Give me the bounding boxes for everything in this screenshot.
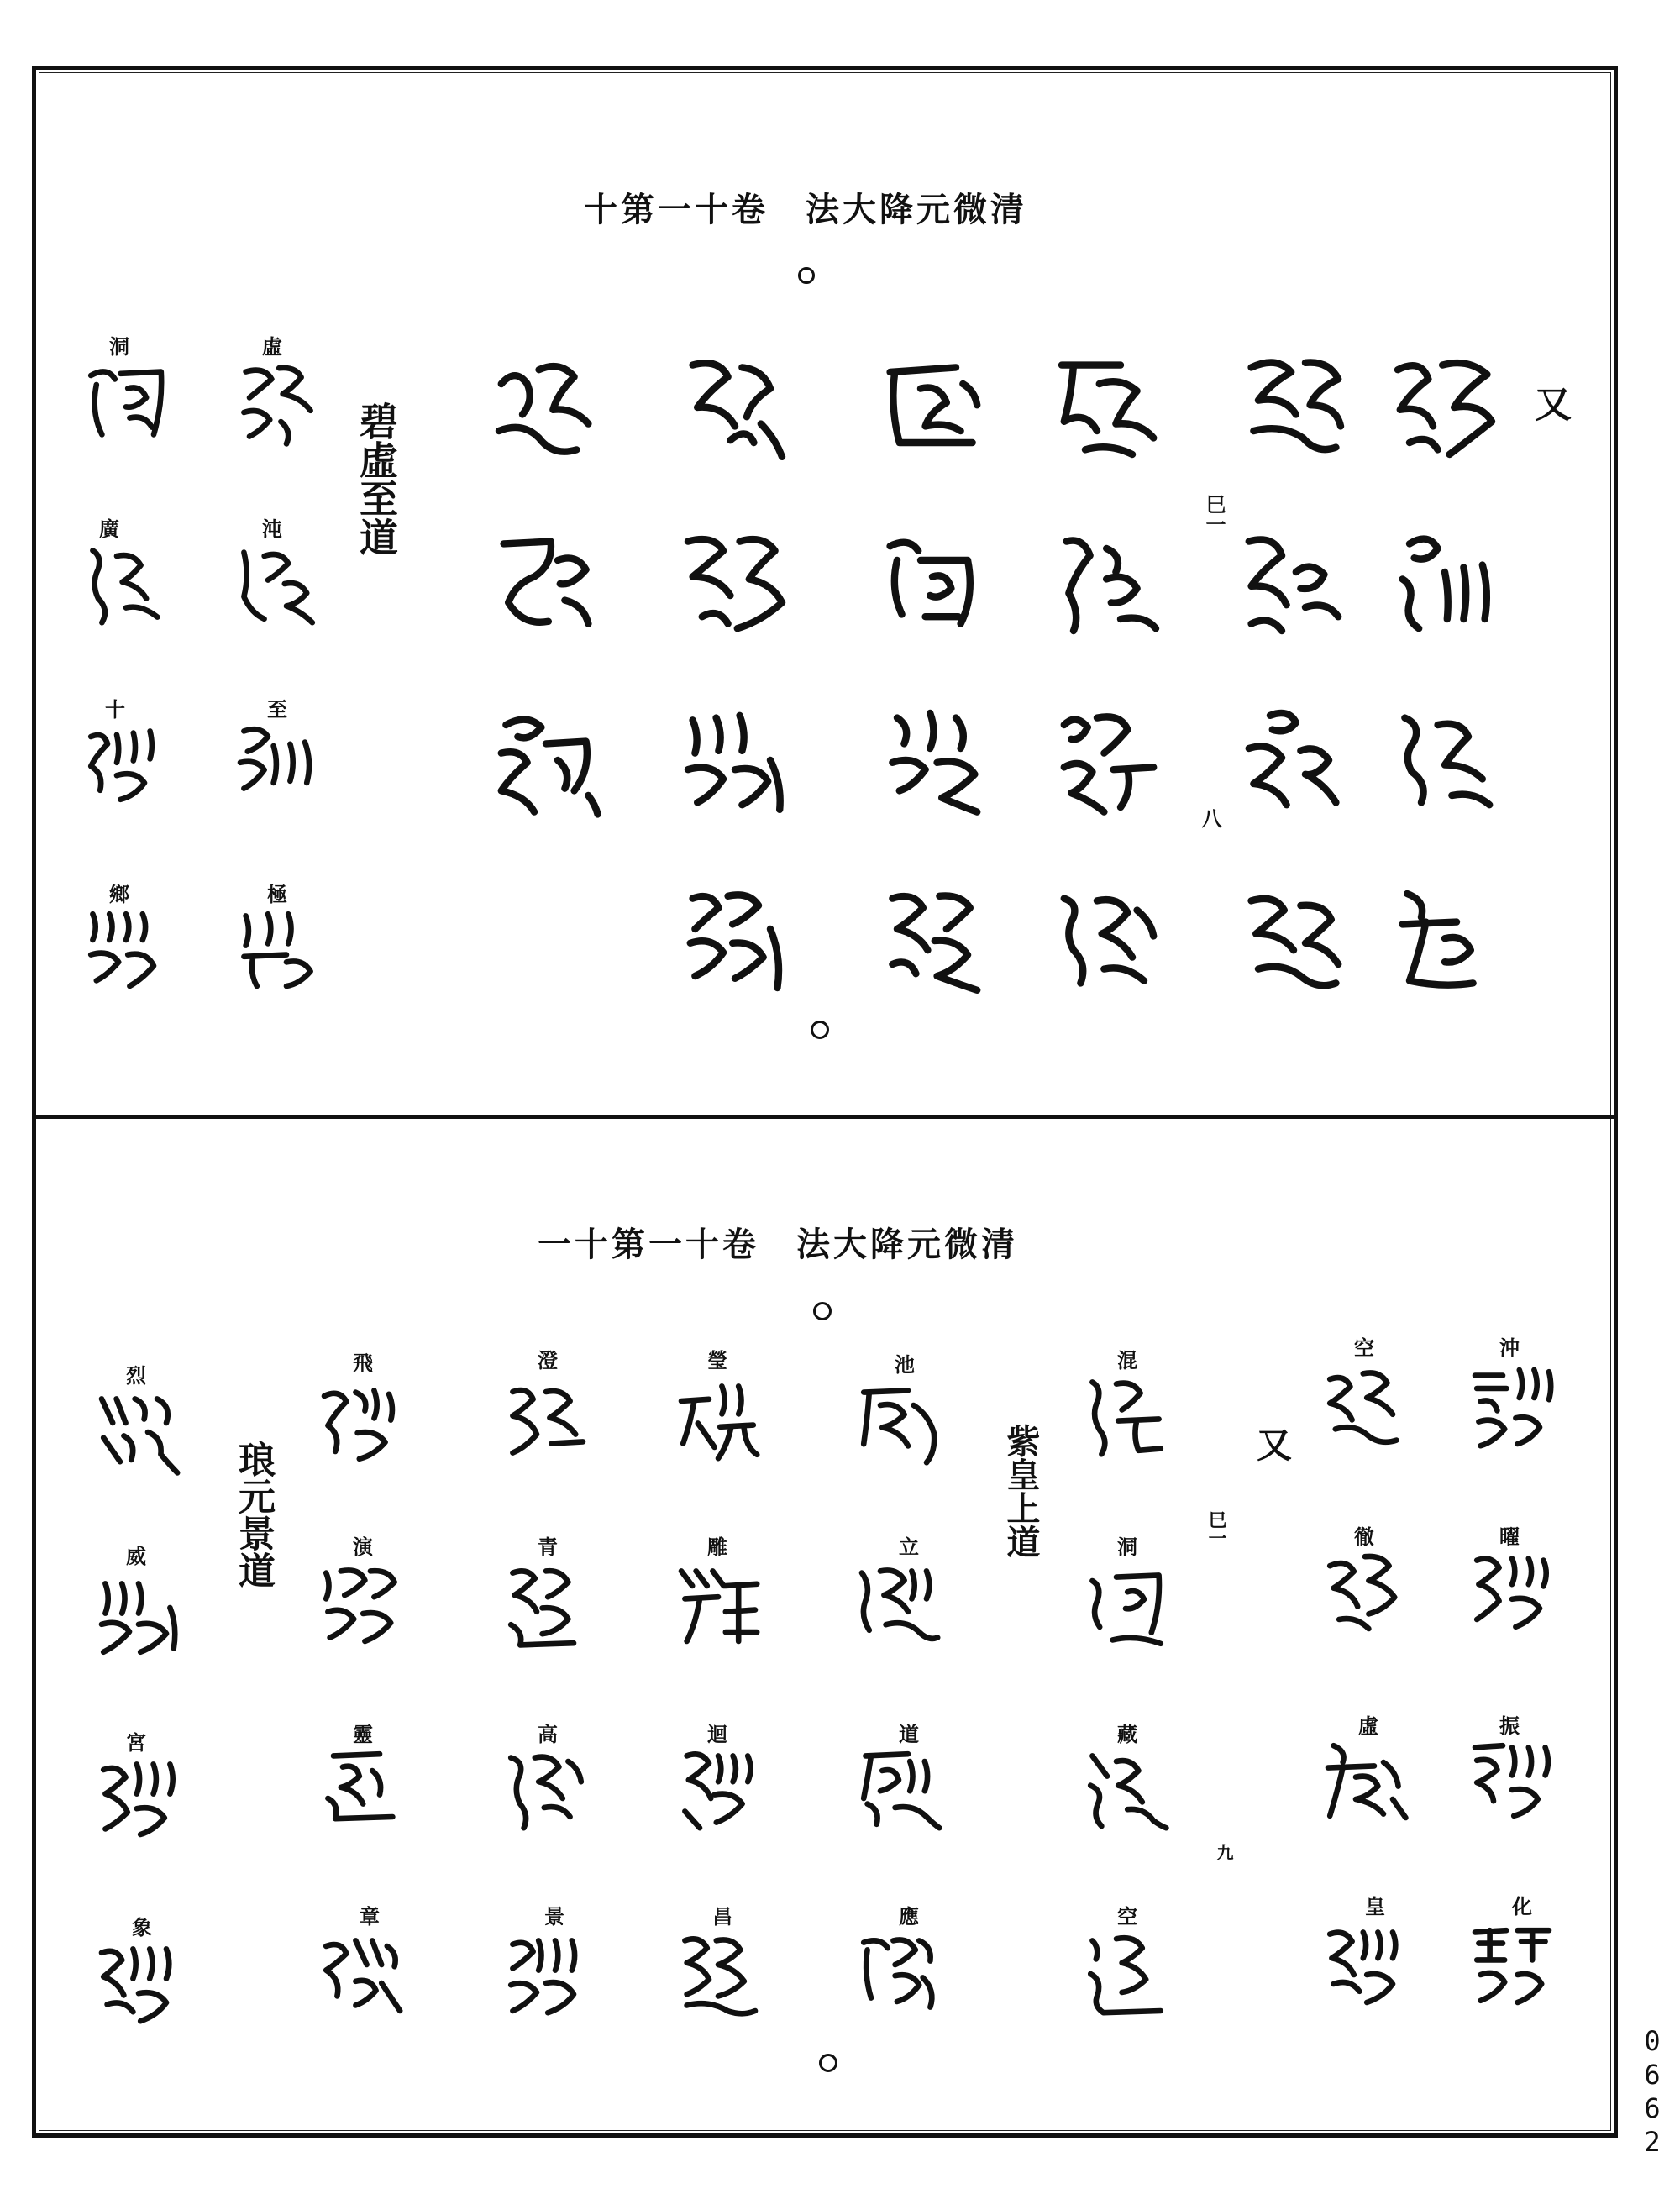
lower-heading-title: 法大降元微清 <box>796 1225 1018 1264</box>
gloss-label: 象 <box>132 1915 152 1939</box>
lower-title-a: 紫皇上道 <box>1001 1424 1041 1558</box>
gloss-label: 藏 <box>1117 1722 1137 1746</box>
seal-glyph-small <box>92 1751 185 1844</box>
circle-mark <box>819 2054 837 2072</box>
gloss-label: 宮 <box>126 1730 146 1755</box>
seal-glyph-small <box>315 1928 407 2020</box>
seal-glyph <box>1050 525 1168 643</box>
lower-title-b: 琅元景道 <box>232 1441 275 1588</box>
seal-glyph-small <box>500 1743 592 1835</box>
seal-glyph <box>487 349 605 466</box>
seal-glyph-small <box>672 1558 764 1651</box>
gloss-label: 池 <box>895 1352 915 1377</box>
seal-glyph-small <box>231 903 323 995</box>
seal-glyph-small <box>500 1373 592 1466</box>
gloss-label: 曜 <box>1499 1525 1520 1549</box>
seal-glyph-small <box>315 1743 407 1835</box>
seal-glyph-small <box>231 357 323 449</box>
page-number: 0662 <box>1644 2025 1661 2158</box>
seal-glyph <box>874 701 991 819</box>
lower-heading-volume: 一十第一十卷 <box>538 1225 759 1264</box>
gloss-label: 烈 <box>126 1363 146 1388</box>
circle-mark <box>798 267 815 284</box>
seal-glyph <box>1050 701 1168 819</box>
seal-glyph-small <box>80 357 172 449</box>
upper-heading-title: 法大降元微清 <box>806 190 1027 229</box>
seal-glyph <box>874 349 991 466</box>
seal-glyph-small <box>853 1558 945 1651</box>
seal-glyph-small <box>231 538 323 630</box>
seal-glyph-small <box>92 1936 185 2028</box>
gloss-label: 飛 <box>353 1351 373 1375</box>
seal-glyph <box>1235 349 1352 466</box>
seal-glyph <box>874 525 991 643</box>
gloss-label: 景 <box>544 1904 564 1929</box>
panel-divider <box>36 1115 1614 1119</box>
seal-glyph <box>1386 349 1504 466</box>
upper-heading-volume: 十第一十卷 <box>584 190 769 229</box>
seal-glyph <box>874 882 991 1000</box>
seal-glyph-small <box>1079 1562 1172 1655</box>
gloss-label: 振 <box>1499 1714 1520 1738</box>
seal-glyph <box>1386 525 1504 643</box>
seal-glyph <box>676 525 794 643</box>
circle-mark <box>811 1021 829 1039</box>
seal-glyph-small <box>853 1378 945 1470</box>
seal-glyph-small <box>853 1928 945 2020</box>
seal-glyph <box>676 882 794 1000</box>
gloss-label: 迴 <box>707 1722 727 1746</box>
seal-glyph-small <box>672 1743 764 1835</box>
seal-glyph-small <box>672 1928 764 2020</box>
seal-glyph-small <box>853 1743 945 1835</box>
gloss-label: 虛 <box>262 334 282 359</box>
seal-glyph <box>1386 701 1504 819</box>
lower-side-label: 又 <box>1252 1426 1293 1462</box>
seal-glyph <box>1050 882 1168 1000</box>
gloss-label: 澄 <box>538 1348 558 1372</box>
seal-glyph-small <box>92 1386 185 1478</box>
seal-glyph-small <box>80 538 172 630</box>
gloss-label: 虛 <box>1358 1714 1378 1738</box>
seal-glyph <box>1386 882 1504 1000</box>
gloss-label: 徹 <box>1354 1525 1374 1549</box>
seal-glyph-small <box>315 1378 407 1470</box>
upper-note-b: 八 <box>1198 808 1222 828</box>
seal-glyph-small <box>1319 1361 1411 1453</box>
seal-glyph-small <box>80 718 172 811</box>
gloss-label: 應 <box>899 1904 919 1929</box>
seal-glyph-small <box>500 1928 592 2020</box>
seal-glyph-small <box>92 1571 185 1663</box>
seal-glyph-small <box>1319 1735 1411 1827</box>
gloss-label: 威 <box>126 1544 146 1568</box>
gloss-label: 極 <box>267 882 287 906</box>
seal-glyph-small <box>315 1558 407 1651</box>
gloss-label: 洞 <box>109 334 129 359</box>
gloss-label: 章 <box>360 1904 380 1929</box>
gloss-label: 立 <box>899 1535 919 1559</box>
gloss-label: 十 <box>105 697 125 722</box>
upper-note-a: 巳一 <box>1202 494 1226 534</box>
gloss-label: 演 <box>353 1535 373 1559</box>
gloss-label: 青 <box>538 1535 558 1559</box>
gloss-label: 雕 <box>707 1535 727 1559</box>
seal-glyph <box>676 349 794 466</box>
seal-glyph-small <box>1466 1919 1558 2012</box>
gloss-label: 洞 <box>1117 1535 1137 1559</box>
gloss-label: 空 <box>1117 1904 1137 1929</box>
seal-glyph <box>487 701 605 819</box>
seal-glyph-small <box>1079 1369 1172 1462</box>
gloss-label: 化 <box>1512 1894 1532 1918</box>
seal-glyph <box>487 525 605 643</box>
seal-glyph <box>1235 525 1352 643</box>
seal-glyph <box>1050 349 1168 466</box>
upper-title: 碧虛至道 <box>354 401 399 556</box>
seal-glyph-small <box>1079 1928 1172 2020</box>
lower-heading <box>538 1218 1018 1266</box>
gloss-label: 瑩 <box>707 1348 727 1372</box>
upper-heading <box>584 183 1027 231</box>
seal-glyph-small <box>1319 1546 1411 1638</box>
seal-glyph-small <box>672 1373 764 1466</box>
lower-note-b: 九 <box>1214 1844 1234 1860</box>
gloss-label: 靈 <box>353 1722 373 1746</box>
gloss-label: 昌 <box>712 1904 732 1929</box>
circle-mark <box>813 1302 832 1320</box>
seal-glyph-small <box>500 1558 592 1651</box>
gloss-label: 沖 <box>1499 1336 1520 1360</box>
upper-side-label: 又 <box>1528 385 1571 422</box>
lower-note-a: 巳一 <box>1205 1510 1227 1547</box>
gloss-label: 高 <box>538 1722 558 1746</box>
gloss-label: 至 <box>267 697 287 722</box>
seal-glyph-small <box>1466 1361 1558 1453</box>
gloss-label: 空 <box>1354 1336 1374 1360</box>
seal-glyph-small <box>1466 1546 1558 1638</box>
seal-glyph <box>676 701 794 819</box>
gloss-label: 廣 <box>99 517 119 541</box>
seal-glyph-small <box>1466 1735 1558 1827</box>
seal-glyph-small <box>80 903 172 995</box>
seal-glyph <box>1235 882 1352 1000</box>
seal-glyph-small <box>1319 1919 1411 2012</box>
gloss-label: 混 <box>1117 1348 1137 1372</box>
gloss-label: 沌 <box>262 517 282 541</box>
gloss-label: 道 <box>899 1722 919 1746</box>
gloss-label: 皇 <box>1365 1894 1385 1918</box>
seal-glyph <box>1235 701 1352 819</box>
seal-glyph-small <box>1079 1743 1172 1835</box>
gloss-label: 鄉 <box>109 882 129 906</box>
seal-glyph-small <box>231 718 323 811</box>
